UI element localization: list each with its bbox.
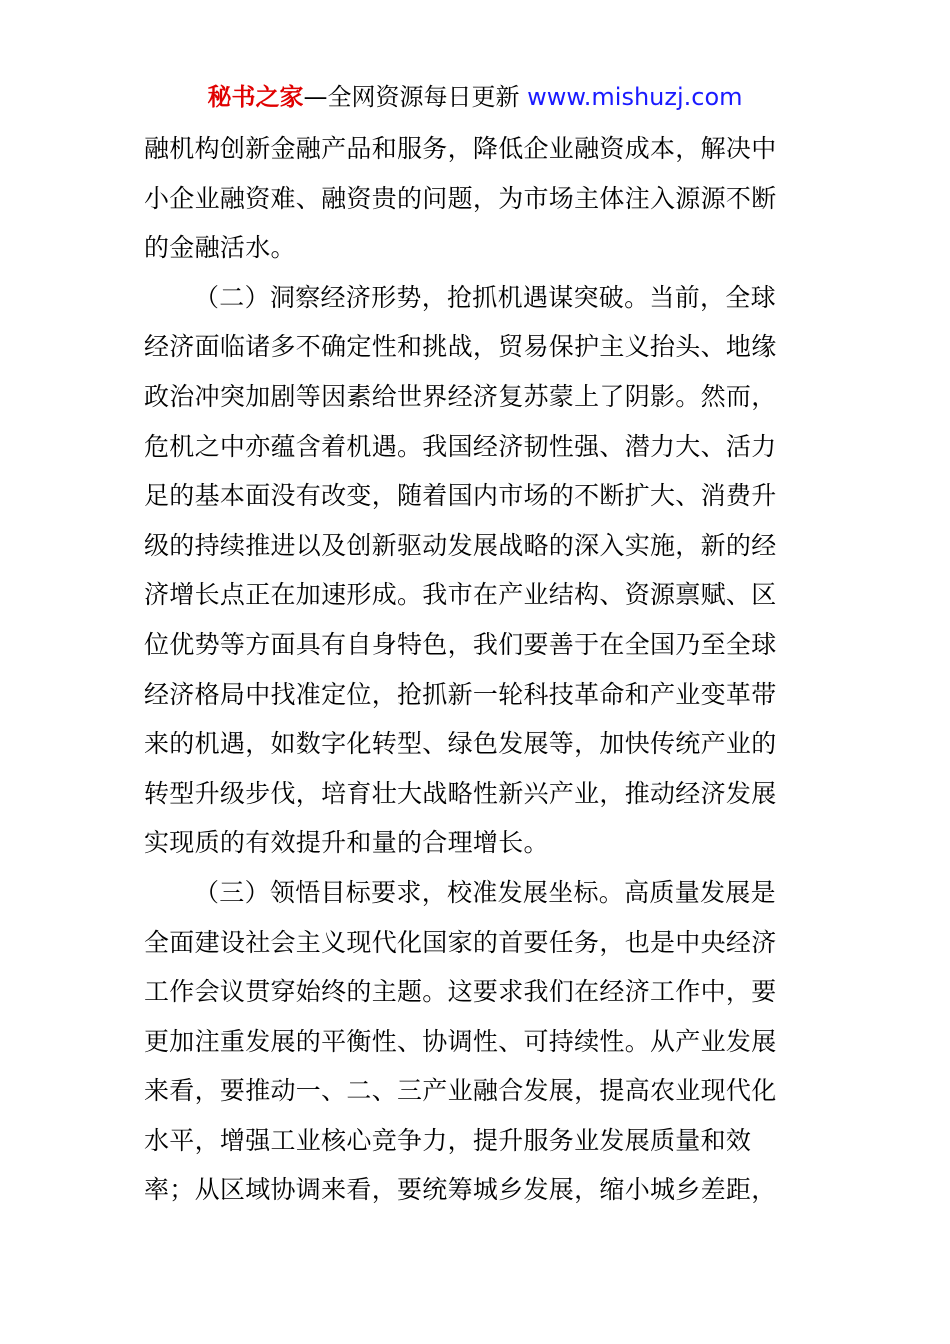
text-line: 位优势等方面具有自身特色，我们要善于在全国乃至全球 [144,629,777,659]
text-line: 小企业融资难、融资贵的问题，为市场主体注入源源不断 [144,183,777,213]
text-line: 经济格局中找准定位，抢抓新一轮科技革命和产业变革带 [144,679,777,709]
text-line: 水平，增强工业核心竞争力，提升服务业发展质量和效 [144,1125,752,1155]
site-tagline: —全网资源每日更新 [303,83,528,111]
site-header [0,80,950,114]
text-line: 级的持续推进以及创新驱动发展战略的深入实施，新的经 [144,530,777,560]
text-line: 危机之中亦蕴含着机遇。我国经济韧性强、潜力大、活力 [144,431,777,461]
text-line: 实现质的有效提升和量的合理增长。 [144,828,549,858]
text-line: 济增长点正在加速形成。我市在产业结构、资源禀赋、区 [144,580,777,610]
site-url[interactable]: www.mishuzj.com [527,83,743,111]
site-brand: 秘书之家 [207,83,304,111]
text-line: 率；从区域协调来看，要统筹城乡发展，缩小城乡差距， [144,1175,777,1205]
text-line: 来看，要推动一、二、三产业融合发展，提高农业现代化 [144,1076,777,1106]
text-line: 全面建设社会主义现代化国家的首要任务，也是中央经济 [144,927,777,957]
text-line: 融机构创新金融产品和服务，降低企业融资成本，解决中 [144,134,777,163]
text-line: 经济面临诸多不确定性和挑战，贸易保护主义抬头、地缘 [144,332,777,362]
text-line: （三）领悟目标要求，校准发展坐标。高质量发展是 [194,877,776,907]
text-line: 转型升级步伐，培育壮大战略性新兴产业，推动经济发展 [144,778,777,808]
text-line: 的金融活水。 [144,233,296,263]
text-line: 政治冲突加剧等因素给世界经济复苏蒙上了阴影。然而， [144,381,777,411]
text-line: （二）洞察经济形势，抢抓机遇谋突破。当前，全球 [194,282,776,312]
document-body [144,124,808,1215]
text-line: 工作会议贯穿始终的主题。这要求我们在经济工作中，要 [144,977,777,1007]
text-line: 来的机遇，如数字化转型、绿色发展等，加快传统产业的 [144,729,777,759]
text-line: 更加注重发展的平衡性、协调性、可持续性。从产业发展 [144,1026,777,1056]
text-line: 足的基本面没有改变，随着国内市场的不断扩大、消费升 [144,481,777,511]
